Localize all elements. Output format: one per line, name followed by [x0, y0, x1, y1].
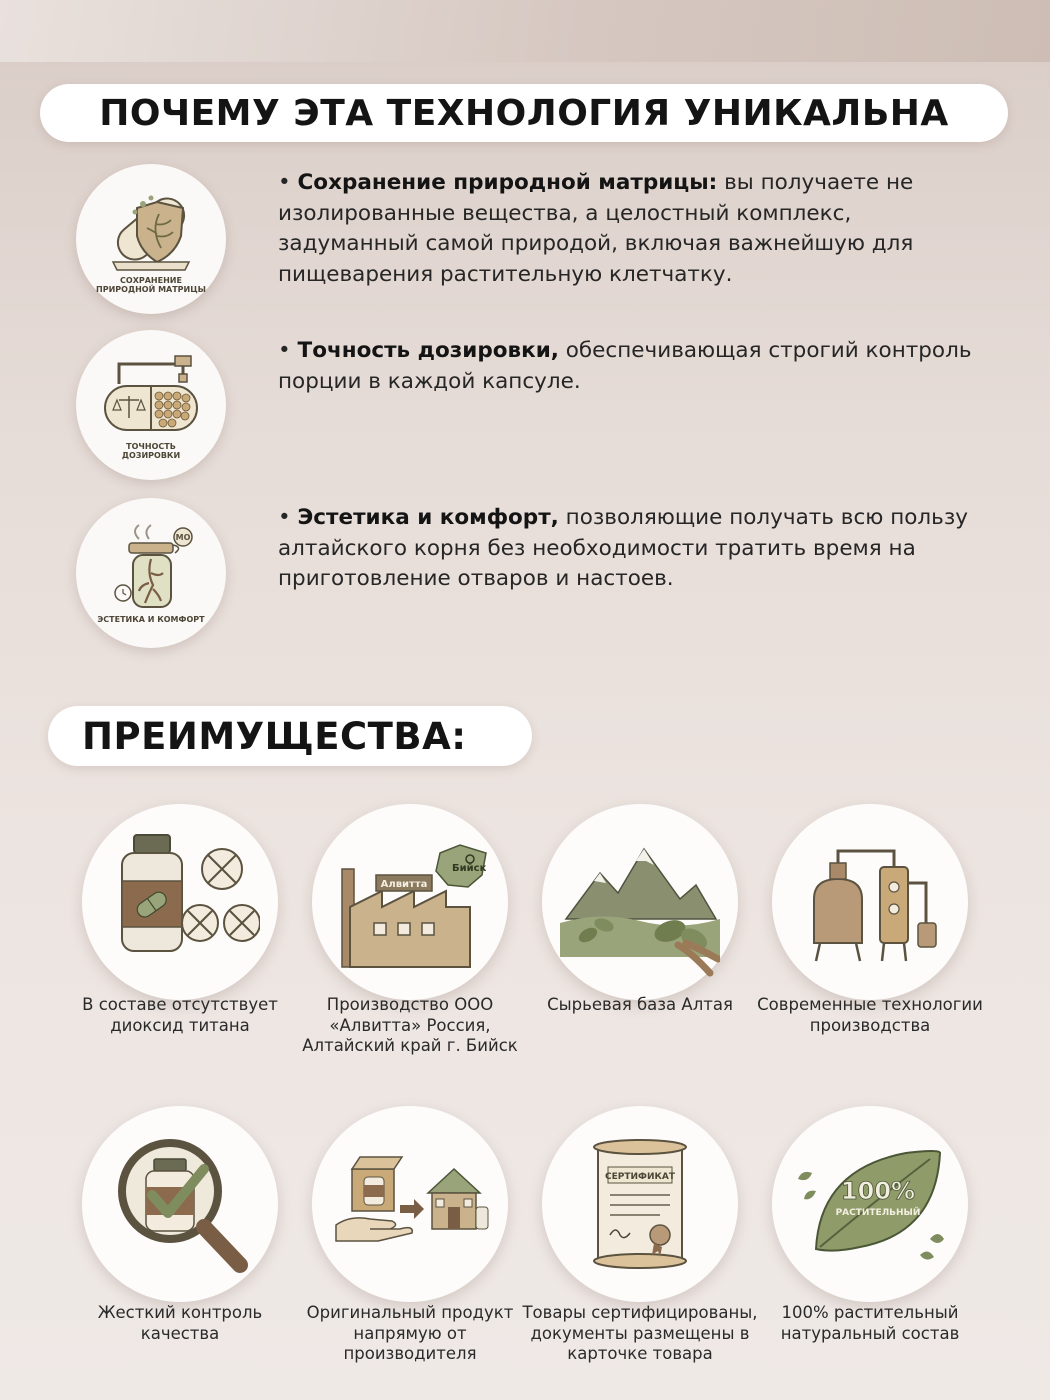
feature-icon-caption-comfort: ЭСТЕТИКА И КОМФОРТ	[97, 614, 205, 624]
advantage-caption-certificate: Товары сертифицированы, документы размещены в карточке товара	[522, 1303, 758, 1363]
advantage-circle-no-titanium	[82, 804, 278, 1000]
feature-text-matrix	[278, 168, 978, 290]
leaf-badge-word: РАСТИТЕЛЬНЫЙ	[835, 1208, 921, 1218]
advantage-caption-direct: Оригинальный продукт напрямую от производителя	[306, 1303, 514, 1363]
advantage-circle-quality	[82, 1106, 278, 1302]
factory-sign-text: Алвитта	[380, 879, 428, 890]
advantage-caption-altai: Сырьевая база Алтая	[547, 995, 733, 1014]
advantage-caption-no-titanium: В составе отсутствует диоксид титана	[82, 995, 278, 1035]
feature-icon-caption-dosing: ТОЧНОСТЬ ДОЗИРОВКИ	[121, 442, 181, 460]
advantage-caption-natural: 100% растительный натуральный состав	[780, 1303, 960, 1343]
advantage-caption-technology: Современные технологии производства	[757, 995, 983, 1035]
certificate-scroll-icon	[560, 1129, 720, 1279]
altai-mountains-herbs-icon	[560, 827, 720, 977]
map-label-text: Бийск	[452, 863, 487, 874]
feature-bullet: •	[278, 505, 291, 530]
advantage-circle-altai	[542, 804, 738, 1000]
feature-circle-comfort	[76, 498, 226, 648]
feature-desc-comfort: позволяющие получать всю пользу алтайского корня без необходимости тратить время на приготовление отваров и настоев.	[278, 505, 968, 591]
capsule-cup-root-icon	[99, 523, 203, 613]
feature-desc-matrix: вы получаете не изолированные вещества, а целостный комплекс, задуманный самой природой, включая важнейшую для пищеварения растительную клетчатку.	[278, 170, 914, 287]
plant-leaf-icon	[790, 1129, 950, 1279]
feature-icon-caption-matrix: СОХРАНЕНИЕ ПРИРОДНОЙ МАТРИЦЫ	[96, 276, 206, 294]
feature-bold-matrix: Сохранение природной матрицы:	[297, 170, 718, 195]
advantage-circle-technology	[772, 804, 968, 1000]
section-title-unique-text: ПОЧЕМУ ЭТА ТЕХНОЛОГИЯ УНИКАЛЬНА	[99, 92, 949, 134]
feature-circle-matrix	[76, 164, 226, 314]
feature-bullet: •	[278, 170, 291, 195]
advantage-caption-quality: Жесткий контроль качества	[97, 1303, 263, 1343]
top-band	[0, 0, 1050, 62]
feature-text-dosing	[278, 336, 978, 397]
advantage-circle-certificate	[542, 1106, 738, 1302]
section-title-advantages-text: ПРЕИМУЩЕСТВА:	[82, 714, 467, 758]
jar-no-titanium-icon	[100, 827, 260, 977]
section-title-unique	[40, 84, 1008, 142]
svg-text:MO: MO	[175, 532, 191, 542]
feature-bullet: •	[278, 338, 291, 363]
feature-bold-dosing: Точность дозировки,	[297, 338, 559, 363]
capsule-dosing-icon	[99, 350, 203, 440]
certificate-label-text: СЕРТИФИКАТ	[605, 1172, 675, 1182]
distillation-equipment-icon	[790, 827, 950, 977]
feature-text-comfort	[278, 503, 978, 595]
feature-bold-comfort: Эстетика и комфорт,	[297, 505, 559, 530]
delivery-house-icon	[330, 1129, 490, 1279]
advantage-caption-factory: Производство ООО «Алвитта» Россия, Алтайский край г. Бийск	[302, 995, 518, 1055]
factory-map-icon	[330, 827, 490, 977]
capsule-shield-icon	[99, 184, 203, 274]
advantage-circle-natural	[772, 1106, 968, 1302]
magnifier-check-icon	[100, 1129, 260, 1279]
advantage-circle-factory	[312, 804, 508, 1000]
advantage-circle-direct	[312, 1106, 508, 1302]
leaf-badge-percent: 100%	[840, 1177, 916, 1205]
feature-desc-dosing: обеспечивающая строгий контроль порции в каждой капсуле.	[278, 338, 972, 394]
feature-circle-dosing	[76, 330, 226, 480]
section-title-advantages	[48, 706, 532, 766]
